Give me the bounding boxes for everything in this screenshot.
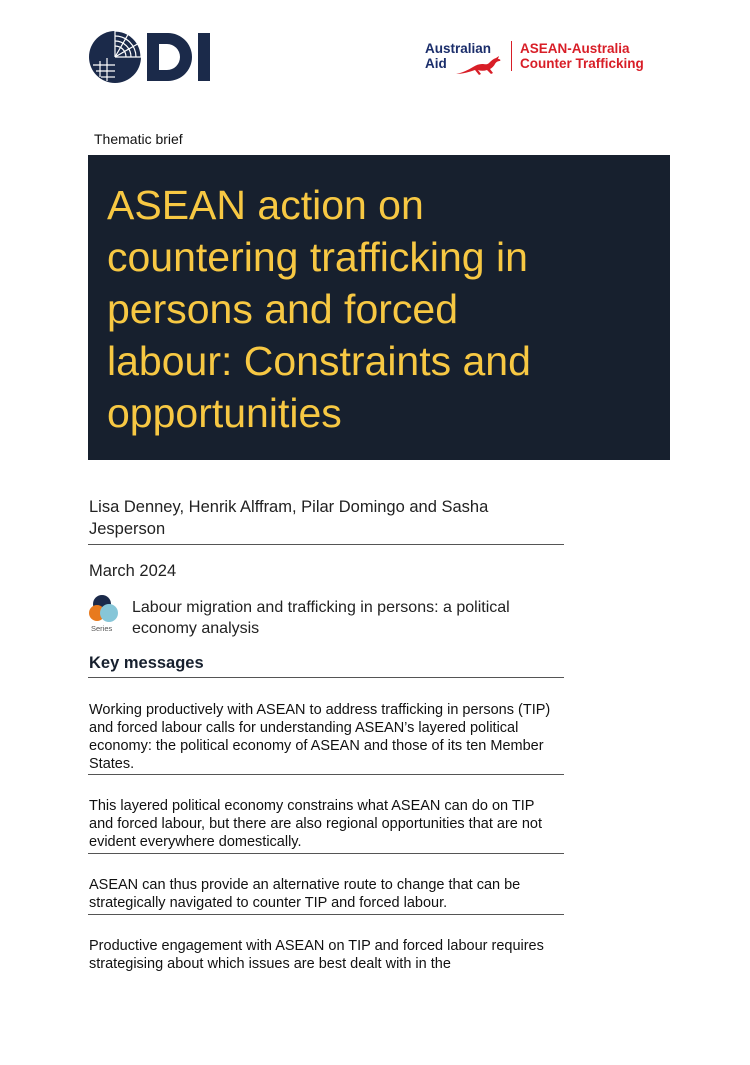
key-messages-heading: Key messages bbox=[89, 654, 204, 672]
partner-logos bbox=[424, 39, 674, 75]
publication-date: March 2024 bbox=[89, 562, 177, 580]
act-line2: Counter Trafficking bbox=[520, 56, 644, 71]
divider bbox=[88, 774, 564, 775]
series-title[interactable]: Labour migration and trafficking in persons: a political economy analysis bbox=[132, 599, 510, 637]
key-message: ASEAN can thus provide an alternative route to change that can be strategically navigated to counter TIP and forced labour. bbox=[89, 877, 521, 911]
series-label: Series bbox=[91, 624, 113, 633]
divider bbox=[88, 677, 564, 678]
australian-aid-line1: Australian bbox=[425, 41, 492, 56]
title-box bbox=[88, 155, 670, 460]
divider bbox=[88, 914, 564, 915]
authors: Lisa Denney, Henrik Alffram, Pilar Domingo and Sasha Jesperson bbox=[89, 498, 489, 538]
key-message: Working productively with ASEAN to address trafficking in persons (TIP) and forced labour calls for understanding ASEAN’s layered political economy: the political economy of ASEAN and those of its ten Member States. bbox=[89, 702, 551, 772]
logo-divider bbox=[511, 41, 512, 71]
act-line1: ASEAN-Australia bbox=[520, 41, 630, 56]
divider bbox=[88, 853, 564, 854]
australian-aid-logo bbox=[424, 39, 506, 75]
kangaroo-icon bbox=[454, 54, 502, 76]
key-message: This layered political economy constrains what ASEAN can do on TIP and forced labour, but there are also regional opportunities that are not evident everywhere domestically. bbox=[89, 798, 543, 850]
page-title: ASEAN action on countering trafficking in persons and forced labour: Constraints and opportunities bbox=[107, 182, 531, 436]
odi-logo bbox=[88, 30, 222, 84]
divider bbox=[88, 544, 564, 545]
asean-australia-counter-trafficking-logo bbox=[520, 41, 680, 71]
key-message: Productive engagement with ASEAN on TIP and forced labour requires strategising about which issues are best dealt with in the bbox=[89, 938, 544, 972]
australian-aid-line2: Aid bbox=[425, 56, 447, 71]
document-type: Thematic brief bbox=[94, 131, 183, 147]
odi-logo-graphic bbox=[88, 30, 222, 84]
